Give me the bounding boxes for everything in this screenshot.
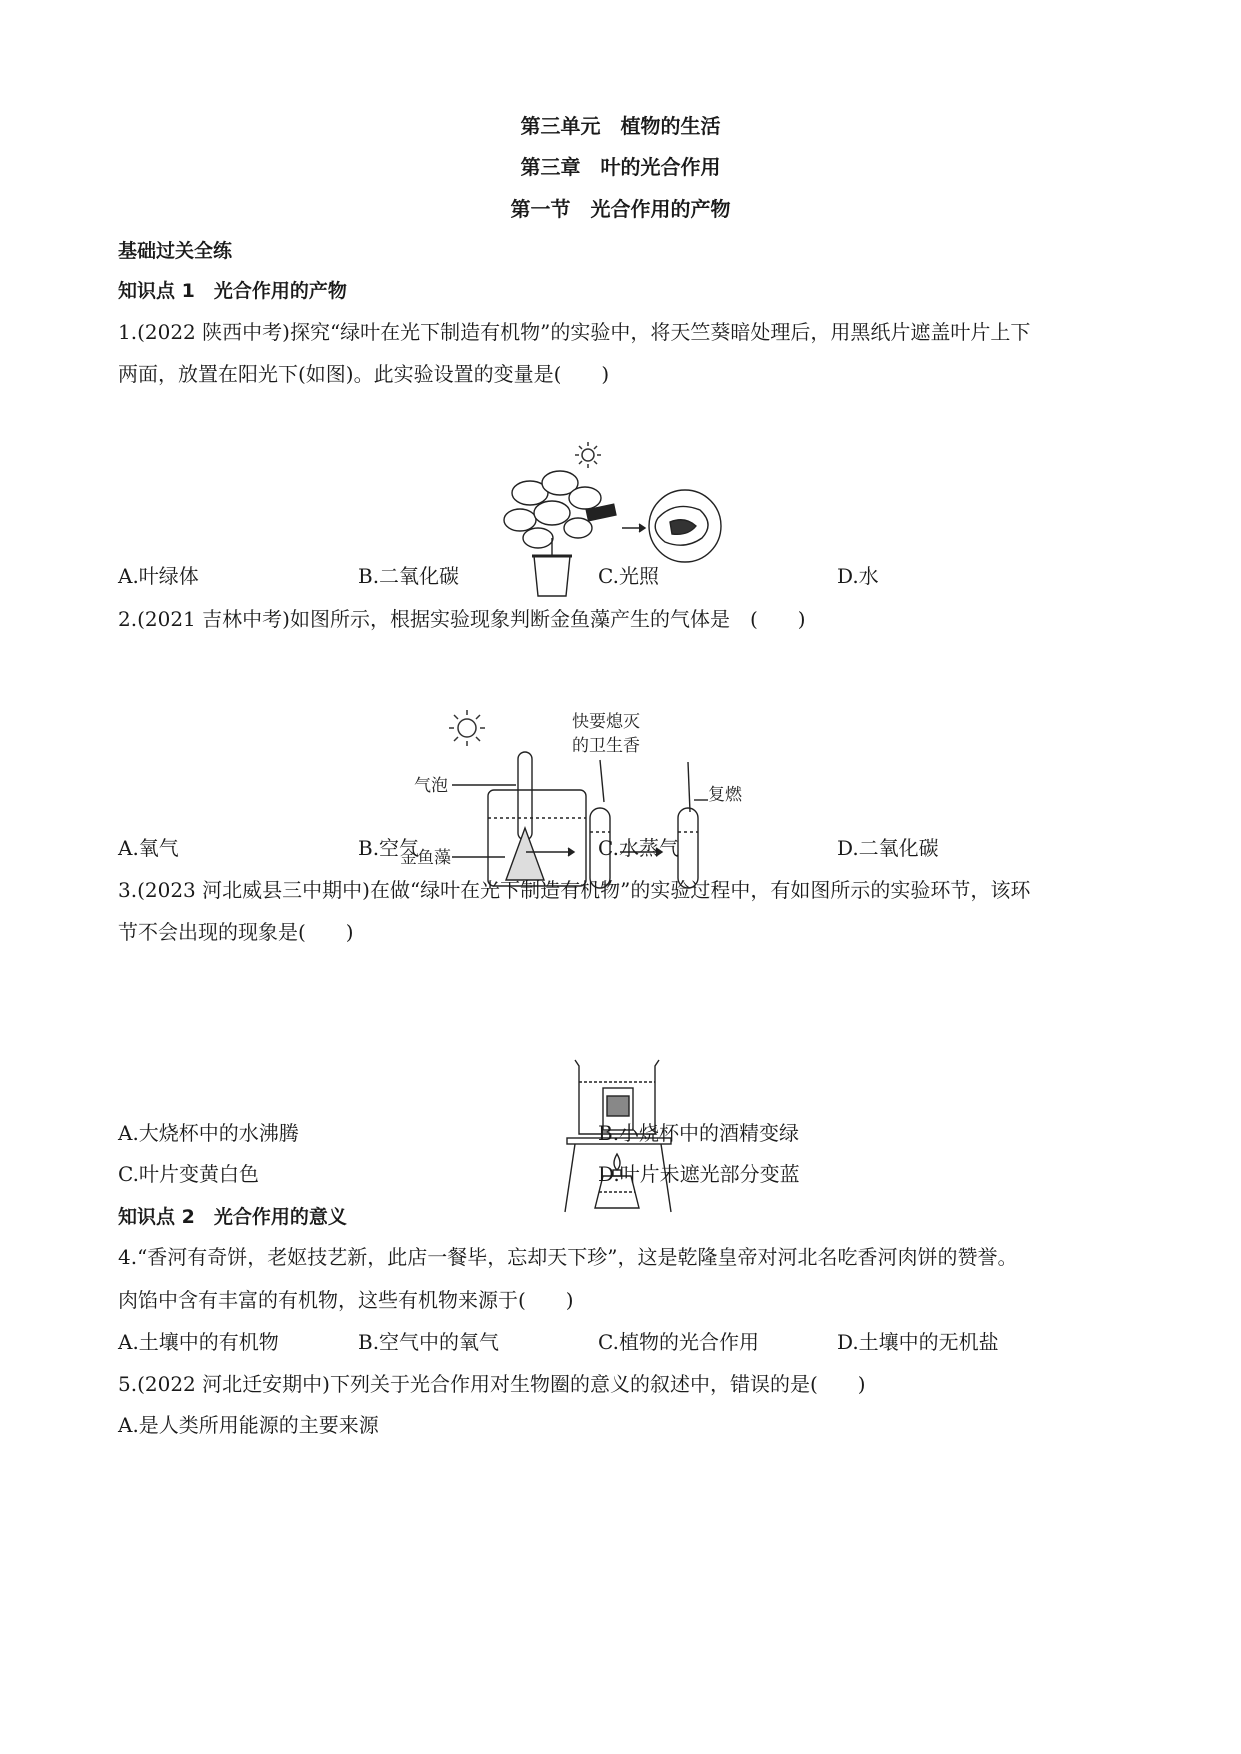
practice-heading: 基础过关全练: [118, 240, 233, 262]
question-4-option-a: A.土壤中的有机物: [118, 1330, 279, 1354]
incense-label-1: 快要熄灭: [572, 712, 640, 732]
question-4-option-d: D.土壤中的无机盐: [837, 1330, 999, 1354]
question-4-line-2: 肉馅中含有丰富的有机物，这些有机物来源于( ): [118, 1288, 574, 1312]
section-title: 第一节 光合作用的产物: [510, 197, 731, 221]
rekindle-label: 复燃: [708, 785, 742, 805]
question-1-option-a: A.叶绿体: [118, 564, 199, 588]
unit-title: 第三单元 植物的生活: [520, 114, 721, 138]
question-2-line-1: 2.(2021 吉林中考)如图所示，根据实验现象判断金鱼藻产生的气体是 ( ): [118, 607, 806, 631]
question-1-line-2: 两面，放置在阳光下(如图)。此实验设置的变量是( ): [118, 362, 610, 386]
question-2-option-d: D.二氧化碳: [837, 836, 939, 860]
question-2-option-c: C.水蒸气: [598, 836, 679, 860]
question-3-option-b: B.小烧杯中的酒精变绿: [598, 1121, 800, 1145]
question-5-line-1: 5.(2022 河北迁安期中)下列关于光合作用对生物圈的意义的叙述中，错误的是( ): [118, 1372, 866, 1396]
chapter-title: 第三章 叶的光合作用: [520, 155, 721, 179]
question-3-option-c: C.叶片变黄白色: [118, 1162, 259, 1186]
question-3-line-2: 节不会出现的现象是( ): [118, 920, 354, 944]
sun-icon: [449, 710, 485, 746]
question-1-option-c: C.光照: [598, 564, 659, 588]
question-2-option-a: A.氧气: [118, 836, 179, 860]
sun-icon: [575, 442, 601, 468]
question-3-option-a: A.大烧杯中的水沸腾: [118, 1121, 299, 1145]
question-4-line-1: 4.“香河有奇饼，老妪技艺新，此店一餐毕，忘却天下珍”，这是乾隆皇帝对河北名吃香河肉饼的赞誉。: [118, 1245, 1018, 1269]
question-1-option-b: B.二氧化碳: [358, 564, 460, 588]
question-4-option-c: C.植物的光合作用: [598, 1330, 759, 1354]
question-2-option-b: B.空气: [358, 836, 420, 860]
waterweed-figure: [390, 700, 860, 890]
plant-label: 金鱼藻: [400, 848, 451, 868]
question-3-option-d: D.叶片未遮光部分变蓝: [598, 1162, 800, 1186]
knowledge-point-2: 知识点 2 光合作用的意义: [118, 1206, 347, 1228]
question-1-option-d: D.水: [837, 564, 879, 588]
question-3-line-1: 3.(2023 河北威县三中期中)在做“绿叶在光下制造有机物”的实验过程中，有如图所示的实验环节，该环: [118, 878, 1031, 902]
incense-label-2: 的卫生香: [572, 736, 640, 756]
bubble-label: 气泡: [414, 776, 448, 796]
knowledge-point-1: 知识点 1 光合作用的产物: [118, 280, 347, 302]
question-5-option-a: A.是人类所用能源的主要来源: [118, 1413, 379, 1437]
question-1-line-1: 1.(2022 陕西中考)探究“绿叶在光下制造有机物”的实验中，将天竺葵暗处理后，用黑纸片遮盖叶片上下: [118, 320, 1031, 344]
question-4-option-b: B.空气中的氧气: [358, 1330, 500, 1354]
